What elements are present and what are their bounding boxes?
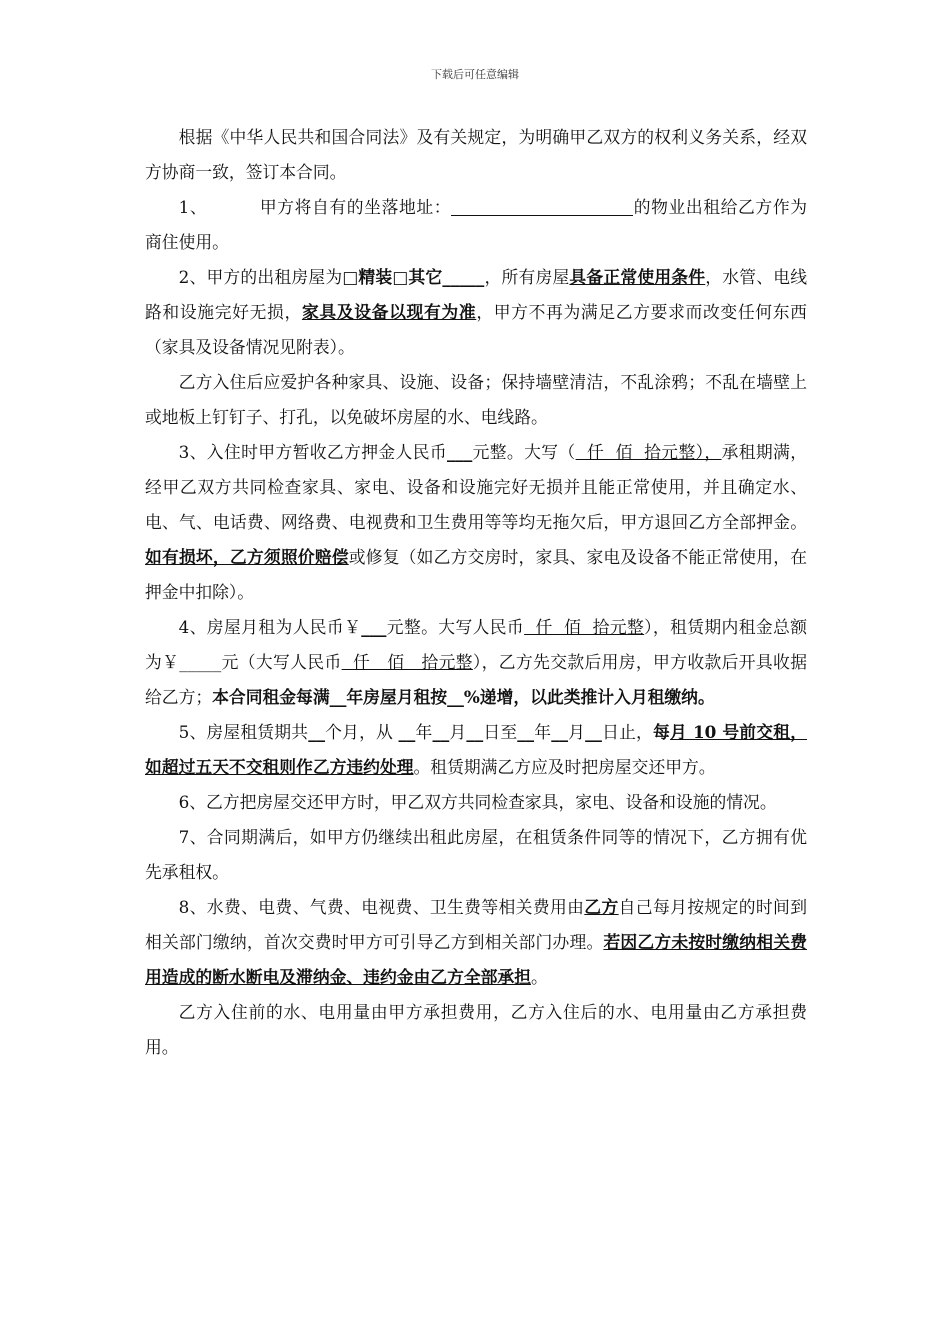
end-year-blank: __ xyxy=(517,722,535,742)
clause-2 xyxy=(145,260,807,365)
clause-2-text-h: ，甲方不再为满足乙方要求而改变任何东西（家具及设备情况见附表）。 xyxy=(145,302,807,357)
monthly-rent-blank: ___ xyxy=(361,617,387,637)
clause-8-text-c: 自己每月按规定的时间到相关部门缴纳，首次交费时甲方可引导乙方到相关部门办理。 xyxy=(145,897,807,952)
clause-5-text-a: 5、房屋租赁期共 xyxy=(178,722,309,742)
decoration-options: □精装□其它 xyxy=(342,267,443,287)
start-day-blank: __ xyxy=(466,722,484,742)
clause-5-end-label: 日止， xyxy=(601,722,654,742)
clause-3-text-g: 或修复（如乙方交房时，家具、家电及设备不能正常使用，在押金中扣除）。 xyxy=(145,547,807,602)
clause-8-text-a: 8、水费、电费、气费、电视费、卫生费等相关费用由 xyxy=(178,897,585,917)
clause-5-end-month-label: 月 xyxy=(568,722,586,742)
deposit-amount-blank: ___ xyxy=(447,442,473,462)
total-rent-uppercase-blank: 仟 佰 拾元整 xyxy=(341,652,473,672)
clause-5-month-label: 月 xyxy=(449,722,467,742)
clause-5-end-year-label: 年 xyxy=(534,722,552,742)
contract-body xyxy=(145,120,807,1065)
clause-2-text-f: ，水管、电线路和设施完好无损， xyxy=(145,267,807,322)
start-year-blank: __ xyxy=(398,722,416,742)
monthly-rent-uppercase-blank: 仟 佰 拾元整 xyxy=(524,617,645,637)
start-month-blank: __ xyxy=(432,722,450,742)
clause-4 xyxy=(145,610,807,715)
clause-5-to-label: 日至 xyxy=(483,722,518,742)
end-month-blank: __ xyxy=(551,722,568,742)
deposit-uppercase-blank: 仟 佰 拾元整）， xyxy=(575,442,722,462)
clause-2-text-d: ，所有房屋 xyxy=(484,267,570,287)
clause-5-text-r: 。租赁期满乙方应及时把房屋交还甲方。 xyxy=(413,757,716,777)
clause-2-emphasis-furniture: 家具及设备以现有为准 xyxy=(301,302,477,322)
clause-3-text-e: 承租期满，经甲乙双方共同检查家具、家电、设备和设施完好无损并且能正常使用，并且确定水、电、气、电话费、网络费、电视费和卫生费用等等均无拖欠后，甲方退回乙方全部押金。 xyxy=(145,442,807,532)
total-rent-blank: _____ xyxy=(179,652,222,672)
end-day-blank: __ xyxy=(585,722,602,742)
clause-4-text-e: ），租赁期内租金总额为￥ xyxy=(145,617,807,672)
clause-3-emphasis-compensation: 如有损坏，乙方须照价赔偿 xyxy=(145,547,349,567)
clause-7: 7、合同期满后，如甲方仍继续出租此房屋，在租赁条件同等的情况下，乙方拥有优先承租权。 xyxy=(145,827,807,882)
clause-4-text-a: 4、房屋月租为人民币￥ xyxy=(178,617,362,637)
clause-2-emphasis-condition: 具备正常使用条件 xyxy=(569,267,706,287)
clause-5 xyxy=(145,715,807,785)
clause-1-text-a: 甲方将自有的坐落地址： xyxy=(259,197,452,217)
clause-8 xyxy=(145,890,807,995)
page-header: 下载后可任意编辑 xyxy=(431,68,519,81)
clause-4-text-i: ），乙方先交款后用房，甲方收款后开具收据给乙方； xyxy=(145,652,807,707)
clause-5-text-c: 个月，从 xyxy=(324,722,399,742)
clause-5-emphasis-prefix: 每 xyxy=(653,722,670,742)
clause-1-number: 1、 xyxy=(178,197,208,217)
clause-2-text-a: 2、甲方的出租房屋为 xyxy=(178,267,343,287)
clause-8-emphasis-liability: 若因乙方未按时缴纳相关费用造成的断水断电及滞纳金、违约金由乙方全部承担 xyxy=(145,932,807,987)
clause-4-emphasis-increase: 本合同租金每满__年房屋月租按__%递增，以此类推计入月租缴纳。 xyxy=(212,687,715,707)
clause-3-text-a: 3、入住时甲方暂收乙方押金人民币 xyxy=(178,442,448,462)
clause-8-text-e: 。 xyxy=(530,967,548,987)
clause-6: 6、乙方把房屋交还甲方时，甲乙双方共同检查家具，家电、设备和设施的情况。 xyxy=(178,792,777,812)
intro-paragraph: 根据《中华人民共和国合同法》及有关规定，为明确甲乙双方的权利义务关系，经双方协商一致，签订本合同。 xyxy=(145,127,807,182)
clause-3-text-c: 元整。大写（ xyxy=(472,442,576,462)
clause-4-text-g: 元（大写人民币 xyxy=(221,652,342,672)
clause-5-year-label: 年 xyxy=(415,722,433,742)
address-blank xyxy=(451,195,633,216)
clause-1-text-b: 的物业出租给乙方作为商住使用。 xyxy=(145,197,807,252)
clause-1 xyxy=(145,190,807,260)
care-paragraph: 乙方入住后应爱护各种家具、设施、设备；保持墙壁清洁，不乱涂鸦；不乱在墙壁上或地板上钉钉子、打孔，以免破坏房屋的水、电线路。 xyxy=(145,372,807,427)
clause-4-text-c: 元整。大写人民币 xyxy=(386,617,525,637)
clause-5-emphasis-payment: 月 10 号前交租，如超过五天不交租则作乙方违约处理 xyxy=(145,722,807,777)
clause-3 xyxy=(145,435,807,610)
lease-months-blank: __ xyxy=(308,722,325,742)
utilities-paragraph: 乙方入住前的水、电用量由甲方承担费用，乙方入住后的水、电用量由乙方承担费用。 xyxy=(145,1002,807,1057)
clause-8-emphasis-party: 乙方 xyxy=(584,897,619,917)
decoration-other-blank: _____ xyxy=(442,267,485,287)
